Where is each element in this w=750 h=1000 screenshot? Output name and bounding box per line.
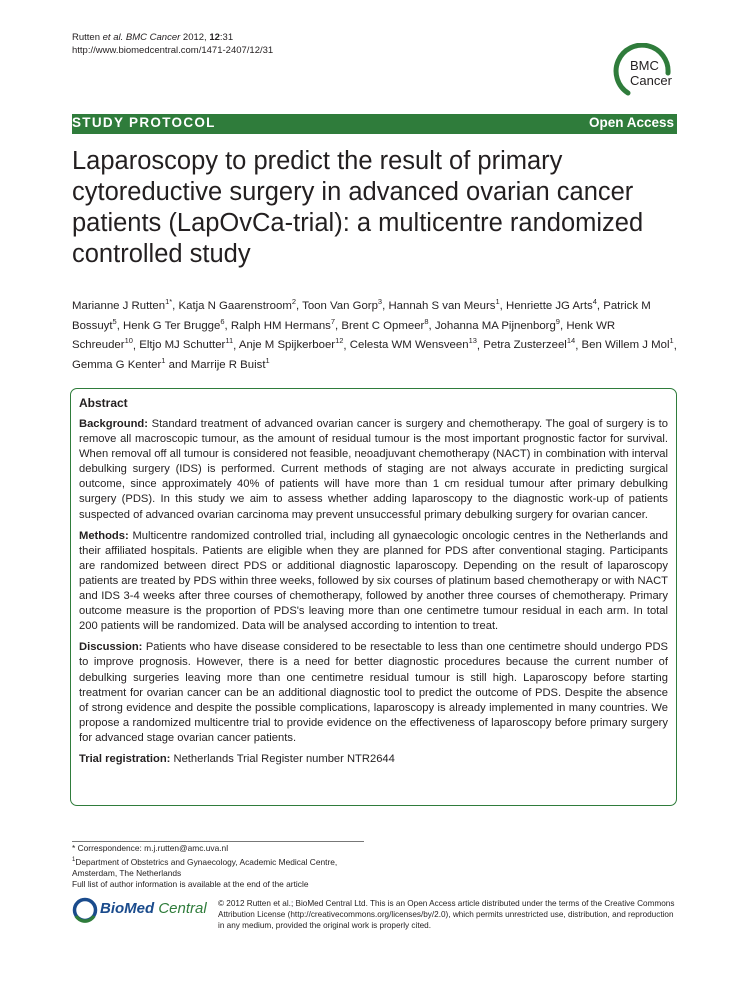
article-title: Laparoscopy to predict the result of primary cytoreductive surgery in advanced ovarian cancer patients (LapOvCa-trial): a multicentre randomized controlled study bbox=[72, 147, 644, 268]
author-affiliation-sup: 7 bbox=[330, 316, 336, 326]
author-affiliation-sup: 3 bbox=[377, 297, 383, 306]
author-affiliation-sup: 4 bbox=[592, 297, 597, 306]
author-name-text: Johanna MA Pijnenborg bbox=[434, 319, 556, 332]
author-affiliation-sup: 12 bbox=[335, 336, 344, 346]
author-name-text: Patrick M Bossuyt bbox=[72, 299, 651, 332]
author-conjunction: and bbox=[168, 359, 188, 372]
logo-text-cancer: Cancer bbox=[630, 73, 672, 88]
abstract-methods bbox=[79, 529, 668, 635]
affiliation-sup: 1 bbox=[72, 857, 76, 863]
footnote-divider bbox=[72, 841, 364, 842]
author-affiliation-sup: 1 bbox=[265, 356, 270, 366]
author-name bbox=[581, 336, 674, 352]
author-affiliation-sup: 6 bbox=[220, 316, 225, 326]
methods-label: Methods: bbox=[79, 529, 129, 542]
trial-label: Trial registration: bbox=[79, 752, 171, 765]
author-name bbox=[505, 297, 597, 312]
background-label: Background: bbox=[79, 418, 148, 430]
author-list: Marianne J Rutten$^{1*}$, Katja N Gaarenstroom$^2$, Toon Van Gorp$^3$, Hannah S van Meurs$^1$, Henriette JG Arts$^4$, Patrick M Bossuyt$^5$, Henk G Ter Brugge$^6$, Ralph HM Hermans$^7$, Brent C Opmeer$^8$, Johanna MA Pijnenborg$^9$, Henk WR Schreuder$^{10}$, Eltjo MJ Schutter$^{11}$, Anje M Spijkerboer$^{12}$, Celesta WM Wensveen$^{13}$, Petra Zusterzeel$^{14}$, Ben Willem J Mol$^1$, Gemma G Kenter$^1$ and Marrije R Buist$^1$ bbox=[72, 297, 677, 372]
author-name-text: Brent C Opmeer bbox=[341, 319, 425, 332]
author-name bbox=[349, 336, 477, 352]
footnotes bbox=[72, 843, 337, 890]
author-name bbox=[123, 316, 225, 332]
author-affiliation-sup: 11 bbox=[225, 336, 234, 346]
author-name-text: Henriette JG Arts bbox=[505, 299, 593, 312]
author-affiliation-sup: 9 bbox=[555, 316, 560, 326]
discussion-label: Discussion: bbox=[79, 641, 143, 654]
author-name bbox=[388, 297, 500, 312]
trial-text: Netherlands Trial Register number NTR2644 bbox=[170, 752, 395, 765]
abstract-box bbox=[70, 388, 677, 806]
citation-volume: 12 bbox=[209, 32, 220, 43]
author-name-text: Petra Zusterzeel bbox=[483, 339, 567, 352]
affiliation-line2: Amsterdam, The Netherlands bbox=[72, 867, 182, 878]
full-list-note: Full list of author information is available at the end of the article bbox=[72, 878, 309, 889]
author-name bbox=[72, 356, 166, 372]
citation-et-al: et al. bbox=[102, 32, 124, 43]
author-affiliation-sup: 14 bbox=[566, 336, 576, 346]
author-name-text: Katja N Gaarenstroom bbox=[178, 299, 292, 312]
author-name bbox=[302, 297, 383, 312]
biomed-central-logo-icon bbox=[72, 897, 212, 925]
article-url[interactable]: http://www.biomedcentral.com/1471-2407/12/31 bbox=[72, 45, 274, 56]
affiliation-line1: Department of Obstetrics and Gynaecology, Academic Medical Centre, bbox=[75, 856, 338, 867]
citation-journal: BMC Cancer bbox=[123, 32, 181, 43]
author-name-text: Gemma G Kenter bbox=[72, 359, 162, 372]
author-affiliation-sup: 8 bbox=[424, 316, 429, 326]
correspondence-note: * Correspondence: m.j.rutten@amc.uva.nl bbox=[72, 843, 229, 853]
author-name bbox=[230, 316, 336, 332]
author-name-text: Henk G Ter Brugge bbox=[123, 319, 221, 332]
author-affiliation-sup: 10 bbox=[124, 336, 133, 346]
bmc-circle-logo-icon bbox=[612, 43, 678, 97]
abstract-background bbox=[79, 417, 668, 523]
author-name-text: Hannah S van Meurs bbox=[388, 299, 496, 312]
author-affiliation-sup: 2 bbox=[291, 297, 297, 306]
author-name-text: Celesta WM Wensveen bbox=[349, 339, 469, 352]
author-name bbox=[178, 297, 297, 312]
author-name-text: Marrije R Buist bbox=[190, 359, 266, 372]
discussion-text: Patients who have disease considered to be resectable to less than one centimetre should undergo PDS to improve prognosis. However, there is a need for better diagnostic procedures because the current number of debulking surgeries leaving more than one centimetre residual tumour is still high. Laparoscopy before starting treatment for ovarian cancer can be an additional diagnostic tool to predict the outcome of PDS. Despite the absence of strong evidence and despite the possible complications, laparoscopy is already implemented in many countries. We propose a randomized multicentre trial to provide evidence on the effectiveness of laparoscopy before primary surgery for advanced stage ovarian cancer patients. bbox=[79, 641, 668, 744]
methods-text: Multicentre randomized controlled trial, including all gynaecologic oncologic centres in the Netherlands and their affiliated hospitals. Patients are eligible when they are planned for PDS after conventional staging. Participants are randomized between direct PDS or additional diagnostic laparoscopy. Depending on the result of laparoscopy patients are treated by PDS within three weeks, followed by six courses of platinum based chemotherapy or with NACT and IDS 3-4 weeks after three courses of chemotherapy, followed by another three courses of chemotherapy. Primary outcome measure is the proportion of PDS's leaving more than one centimetre tumour residual in each arm. In total 200 patients will be randomized. Data will be analysed according to intention to treat. bbox=[79, 529, 668, 633]
wordmark-biomed: BioMed bbox=[100, 900, 155, 917]
study-protocol-label: STUDY PROTOCOL bbox=[72, 115, 216, 130]
author-name-text: Henk WR Schreuder bbox=[72, 319, 616, 352]
author-name bbox=[483, 336, 576, 352]
citation-year: 2012, bbox=[180, 32, 210, 43]
citation-header bbox=[72, 31, 273, 57]
author-affiliation-sup: 1 bbox=[161, 356, 166, 366]
abstract-trial-registration bbox=[79, 752, 668, 767]
author-name bbox=[72, 297, 173, 312]
author-name-text: Marianne J Rutten bbox=[72, 299, 166, 312]
author-affiliation-sup: 5 bbox=[112, 316, 117, 326]
author-name-text: Ralph HM Hermans bbox=[230, 319, 331, 332]
abstract-heading: Abstract bbox=[79, 396, 128, 410]
biomed-central-wordmark bbox=[100, 900, 207, 917]
author-affiliation-sup: 1 bbox=[495, 297, 500, 306]
background-text: Standard treatment of advanced ovarian cancer is surgery and chemotherapy. The goal of surgery is to remove all macroscopic tumour, as the amount of residual tumour is the most important prognostic factor for survival. When removal off all tumour is considered not feasible, neoadjuvant chemotherapy (NACT) in combination with interval debulking surgery (IDS) is performed. Current methods of staging are not always accurate in predicting surgical outcome, since approximately 40% of patients will have more than 1 cm residual tumour after primary debulking surgery (PDS). In this study we aim to assess whether adding laparoscopy to the diagnostic work-up of patients suspected of advanced ovarian carcinoma may prevent unsuccessful primary debulking surgery for ovarian cancer. bbox=[79, 418, 668, 521]
author-name-text: Eltjo MJ Schutter bbox=[139, 339, 226, 352]
citation-issue: :31 bbox=[219, 32, 234, 43]
author-name bbox=[238, 336, 344, 352]
wordmark-central: Central bbox=[154, 900, 207, 917]
author-name bbox=[139, 336, 234, 352]
author-affiliation-sup: 1* bbox=[165, 297, 173, 306]
citation-author: Rutten bbox=[72, 32, 103, 43]
author-name-text: Ben Willem J Mol bbox=[581, 339, 670, 352]
open-access-label: Open Access bbox=[588, 115, 674, 130]
affiliation-note bbox=[72, 855, 337, 868]
abstract-discussion bbox=[79, 640, 668, 746]
license-text: © 2012 Rutten et al.; BioMed Central Ltd. This is an Open Access article distributed under the terms of the Creative Commons Attribution License (http://creativecommons.org/licenses/by/2.0), which permits unrestricted use, distribution, and reproduction in any medium, provided the original work is properly cited. bbox=[218, 899, 675, 930]
author-affiliation-sup: 13 bbox=[468, 336, 477, 346]
author-name bbox=[434, 316, 560, 332]
author-name-text: Anje M Spijkerboer bbox=[238, 339, 336, 352]
author-affiliation-sup: 1 bbox=[669, 336, 674, 346]
author-name-text: Toon Van Gorp bbox=[302, 299, 378, 312]
author-name bbox=[190, 356, 270, 372]
logo-text-bmc: BMC bbox=[630, 58, 659, 73]
author-name bbox=[341, 316, 429, 332]
article-type-banner bbox=[72, 114, 677, 134]
